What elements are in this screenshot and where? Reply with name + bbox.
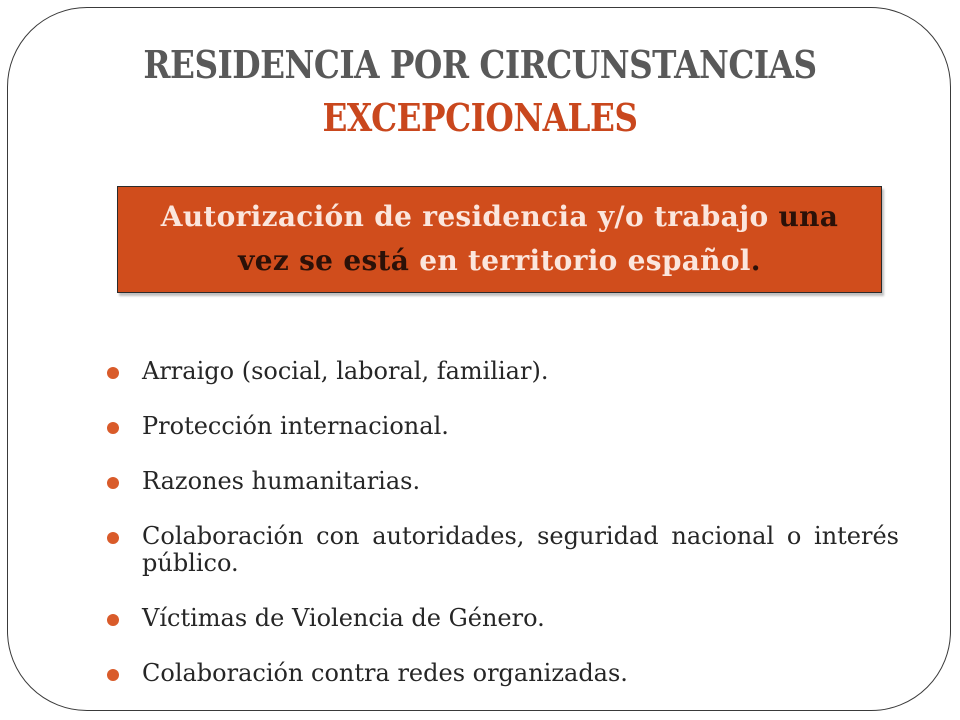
bullet-icon xyxy=(107,477,119,489)
title-line-1: RESIDENCIA POR CIRCUNSTANCIAS xyxy=(143,42,817,87)
list-item-text: Protección internacional. xyxy=(142,412,449,440)
list-item-text: Colaboración contra redes organizadas. xyxy=(142,659,628,687)
banner-text-3: vez se está xyxy=(238,244,410,277)
list-item xyxy=(104,413,899,440)
bullet-icon xyxy=(107,367,119,379)
bullet-icon xyxy=(107,422,119,434)
banner-text-4: en territorio español xyxy=(409,244,751,277)
list-item-text: Víctimas de Violencia de Género. xyxy=(142,604,545,632)
list-item xyxy=(104,468,899,495)
bullet-icon xyxy=(107,614,119,626)
bullet-list xyxy=(104,358,899,687)
banner-text-2: una xyxy=(778,200,839,233)
list-item-text: Arraigo (social, laboral, familiar). xyxy=(142,357,549,385)
list-item xyxy=(104,605,899,632)
list-item xyxy=(104,523,899,577)
highlight-banner xyxy=(117,186,882,293)
list-item xyxy=(104,660,899,687)
slide-title xyxy=(67,38,893,144)
list-item-text: Colaboración con autoridades, seguridad nacional o interés público. xyxy=(142,522,899,577)
bullet-icon xyxy=(107,669,119,681)
bullet-icon xyxy=(107,532,119,544)
title-line-2: EXCEPCIONALES xyxy=(322,95,638,140)
banner-text-1: Autorización de residencia y/o trabajo xyxy=(160,200,779,233)
list-item-text: Razones humanitarias. xyxy=(142,467,421,495)
banner-text-5: . xyxy=(750,244,761,277)
list-item xyxy=(104,358,899,385)
